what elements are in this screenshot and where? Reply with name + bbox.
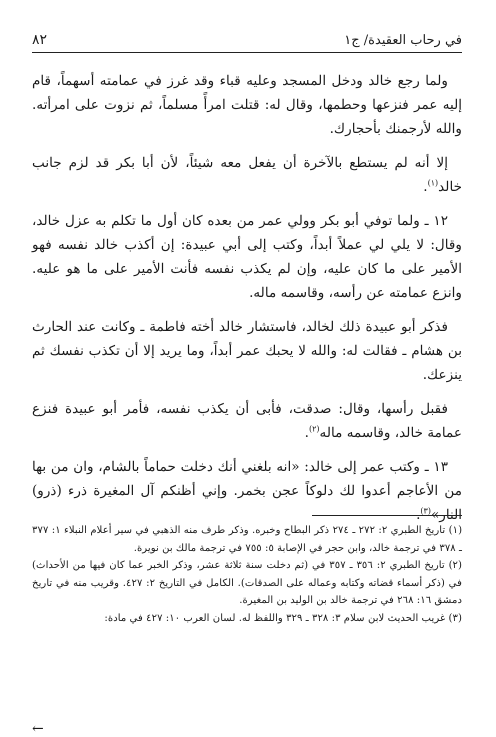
paragraph [32, 151, 462, 199]
paragraph-text: إلا أنه لم يستطع بالآخرة أن يفعل معه شيئاً، لأن أبا بكر قد لزم جانب خالد [32, 155, 462, 195]
continue-arrow-icon: ← [32, 721, 44, 737]
paragraph [32, 209, 462, 305]
paragraph-text: ١٢ ـ ولما توفي أبو بكر وولي عمر من بعده كان أول ما تكلم به عزل خالد، وقال: لا يلي لي عملاً أبداً، وكتب إلى أبي عبيدة: إن أكذب خالد نفسه فهو الأمير على ما كان عليه، وإن لم يكذب نفسه فأنت الأمير على ما هو عليه. وانزع عمامته عن رأسه، وقاسمه ماله. [32, 213, 462, 301]
paragraph-text: فقبل رأسها، وقال: صدقت، فأبى أن يكذب نفسه، فأمر أبو عبيدة فنزع عمامة خالد، وقاسمه ماله [32, 401, 462, 441]
main-text [32, 69, 462, 527]
footnote: (٢) تاريخ الطبري ٢: ٣٥٦ ـ ٣٥٧ في (ثم دخلت سنة ثلاثة عشر، وذكر الخبر عما كان فيها من الأحداث) في (ذكر أسماء قضاته وكتابه وعماله على الصدقات). الكامل في التاريخ ٢: ٤٢٧. وقريب منه في تاريخ دمشق ١٦: ٢٦٨ في ترجمة خالد بن الوليد بن المغيرة. [32, 560, 463, 606]
footnote: (١) تاريخ الطبري ٢: ٢٧٢ ـ ٢٧٤ ذكر البطاح وخبره. وذكر طرف منه الذهبي في سير أعلام النبلاء ١: ٣٧٧ ـ ٣٧٨ في ترجمة خالد، وابن حجر في الإصابة ٥: ٧٥٥ في ترجمة مالك بن نويرة. [32, 525, 463, 554]
paragraph [32, 315, 462, 387]
paragraph [32, 397, 462, 445]
paragraph-text: فذكر أبو عبيدة ذلك لخالد، فاستشار خالد أخته فاطمة ـ وكانت عند الحارث بن هشام ـ فقالت له: والله لا يحبك عمر أبداً، وما يريد إلا أن تكذب نفسك ثم ينزعك. [32, 319, 462, 383]
footnotes [32, 515, 462, 627]
footnote-divider [312, 515, 462, 516]
footnote-reference: (٣) [420, 506, 431, 516]
paragraph-text: ١٣ ـ وكتب عمر إلى خالد: «انه بلغني أنك دخلت حماماً بالشام، وان من بها من الأعاجم أعدوا لك دلوكاً عجن بخمر. وإني أظنكم آل المغيرة ذرء (ذرو) النار» [32, 459, 462, 523]
footnote-reference: (١) [427, 178, 439, 188]
page-header [32, 30, 462, 53]
footnote-reference: (٢) [309, 424, 320, 434]
sentence-end: . [423, 179, 428, 195]
sentence-end: . [304, 425, 309, 441]
running-title: في رحاب العقيدة/ ج١ [344, 33, 462, 48]
sentence-end: . [416, 507, 421, 523]
paragraph [32, 69, 462, 141]
book-page [32, 30, 463, 737]
paragraph-text: ولما رجع خالد ودخل المسجد وعليه قباء وقد غرز في عمامته أسهماً، قام إليه عمر فنزعها وحطمها، وقال له: قتلت امرأً مسلماً، ثم نزوت على امرأته. والله لأرجمنك بأحجارك. [32, 73, 462, 137]
footnote: (٣) غريب الحديث لابن سلام ٣: ٣٢٨ ـ ٣٢٩ واللفظ له. لسان العرب ١٠: ٤٢٧ في مادة: [104, 612, 462, 624]
page-number: ٨٢ [32, 32, 48, 48]
